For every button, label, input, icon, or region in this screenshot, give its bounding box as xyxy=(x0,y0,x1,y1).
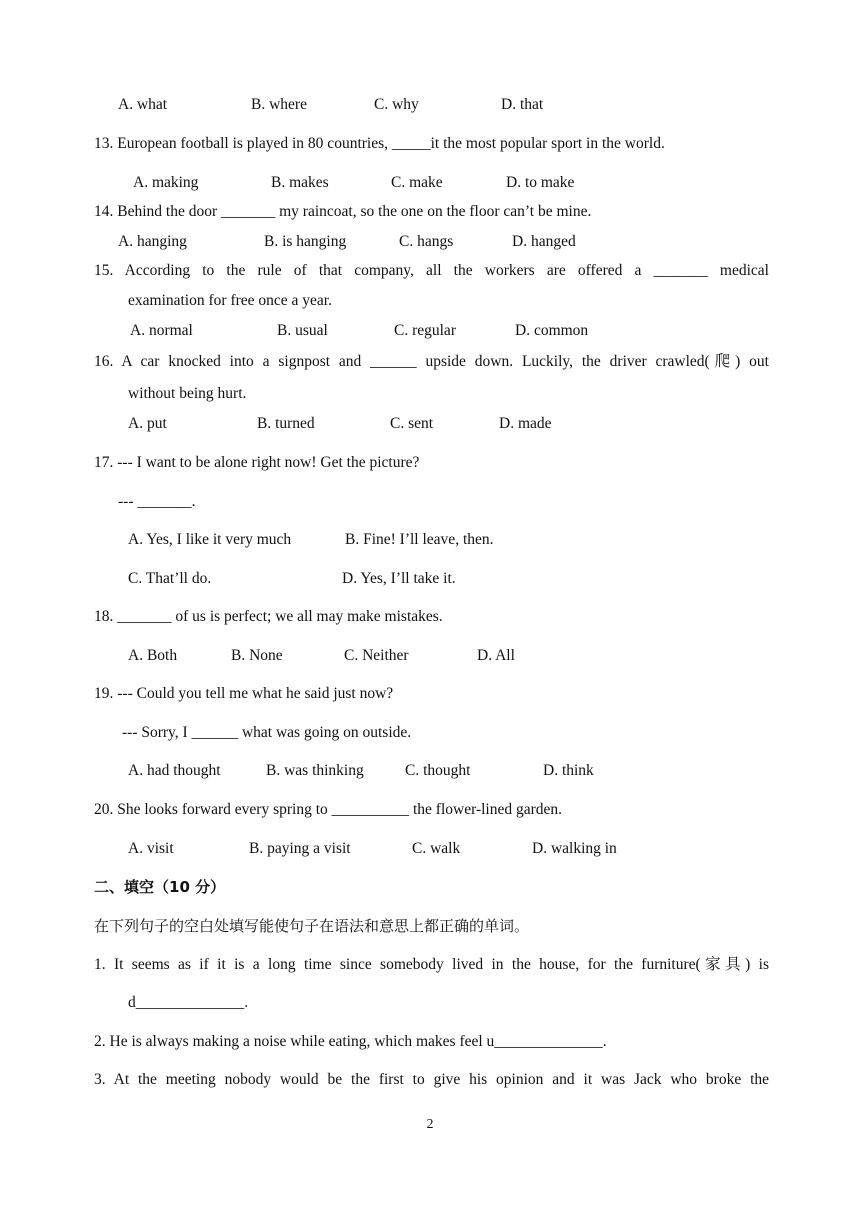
q18-option-a: A. Both xyxy=(128,647,178,664)
q14-option-d: D. hanged xyxy=(512,233,576,250)
q15-option-a: A. normal xyxy=(130,322,193,339)
q18-option-b: B. None xyxy=(231,647,283,664)
q15-option-d: D. common xyxy=(515,322,589,339)
q15-question-line2: examination for free once a year. xyxy=(128,292,332,309)
q12-option-a: A. what xyxy=(118,96,168,113)
q12-option-d: D. that xyxy=(501,96,544,113)
page-number: 2 xyxy=(426,1117,434,1132)
q15-option-c: C. regular xyxy=(394,322,456,339)
q20-option-b: B. paying a visit xyxy=(249,840,351,857)
q13-option-d: D. to make xyxy=(506,174,575,191)
section-heading: 二、填空（10 分） xyxy=(94,878,226,896)
q15-option-b: B. usual xyxy=(277,322,328,339)
q17-option-c: C. That’ll do. xyxy=(128,570,212,587)
fill-item-2: 2. He is always making a noise while eating, which makes feel u______________. xyxy=(94,1033,607,1050)
q19-option-d: D. think xyxy=(543,762,594,779)
q19-reply: --- Sorry, I ______ what was going on outside. xyxy=(122,724,412,741)
q15-question-line1: 15. According to the rule of that company, all the workers are offered a _______ medical xyxy=(94,262,769,279)
q14-question: 14. Behind the door _______ my raincoat, so the one on the floor can’t be mine. xyxy=(94,203,592,220)
q18-question: 18. _______ of us is perfect; we all may make mistakes. xyxy=(94,608,443,625)
q12-option-b: B. where xyxy=(251,96,307,113)
q18-option-c: C. Neither xyxy=(344,647,409,664)
q16-option-c: C. sent xyxy=(390,415,434,432)
q19-option-a: A. had thought xyxy=(128,762,221,779)
q17-option-b: B. Fine! I’ll leave, then. xyxy=(345,531,494,548)
q14-option-a: A. hanging xyxy=(118,233,187,250)
q20-option-c: C. walk xyxy=(412,840,461,857)
q16-option-b: B. turned xyxy=(257,415,315,432)
q16-question-line1: 16. A car knocked into a signpost and ______ upside down. Luckily, the driver crawled(爬) out xyxy=(94,353,769,370)
fill-item-1-line1: 1. It seems as if it is a long time since somebody lived in the house, for the furniture(家具) is xyxy=(94,956,769,973)
fill-item-3-line1: 3. At the meeting nobody would be the first to give his opinion and it was Jack who broke the xyxy=(94,1071,769,1088)
q14-option-b: B. is hanging xyxy=(264,233,347,250)
q13-question: 13. European football is played in 80 countries, _____it the most popular sport in the world. xyxy=(94,135,665,152)
q17-answer-blank: --- _______. xyxy=(118,493,196,510)
q16-question-line2: without being hurt. xyxy=(128,385,247,402)
q17-question: 17. --- I want to be alone right now! Get the picture? xyxy=(94,454,420,471)
q20-option-a: A. visit xyxy=(128,840,174,857)
q13-option-a: A. making xyxy=(133,174,199,191)
q19-option-b: B. was thinking xyxy=(266,762,364,779)
q17-option-d: D. Yes, I’ll take it. xyxy=(342,570,456,587)
fill-item-1-line2: d______________. xyxy=(128,994,249,1011)
q18-option-d: D. All xyxy=(477,647,515,664)
q14-option-c: C. hangs xyxy=(399,233,454,250)
q13-option-c: C. make xyxy=(391,174,443,191)
q12-option-c: C. why xyxy=(374,96,419,113)
q13-option-b: B. makes xyxy=(271,174,329,191)
q16-option-d: D. made xyxy=(499,415,552,432)
section-instruction: 在下列句子的空白处填写能使句子在语法和意思上都正确的单词。 xyxy=(94,917,530,935)
q20-question: 20. She looks forward every spring to __________ the flower-lined garden. xyxy=(94,801,563,818)
q19-option-c: C. thought xyxy=(405,762,471,779)
q19-question: 19. --- Could you tell me what he said just now? xyxy=(94,685,394,702)
q16-option-a: A. put xyxy=(128,415,167,432)
q20-option-d: D. walking in xyxy=(532,840,617,857)
q17-option-a: A. Yes, I like it very much xyxy=(128,531,292,548)
